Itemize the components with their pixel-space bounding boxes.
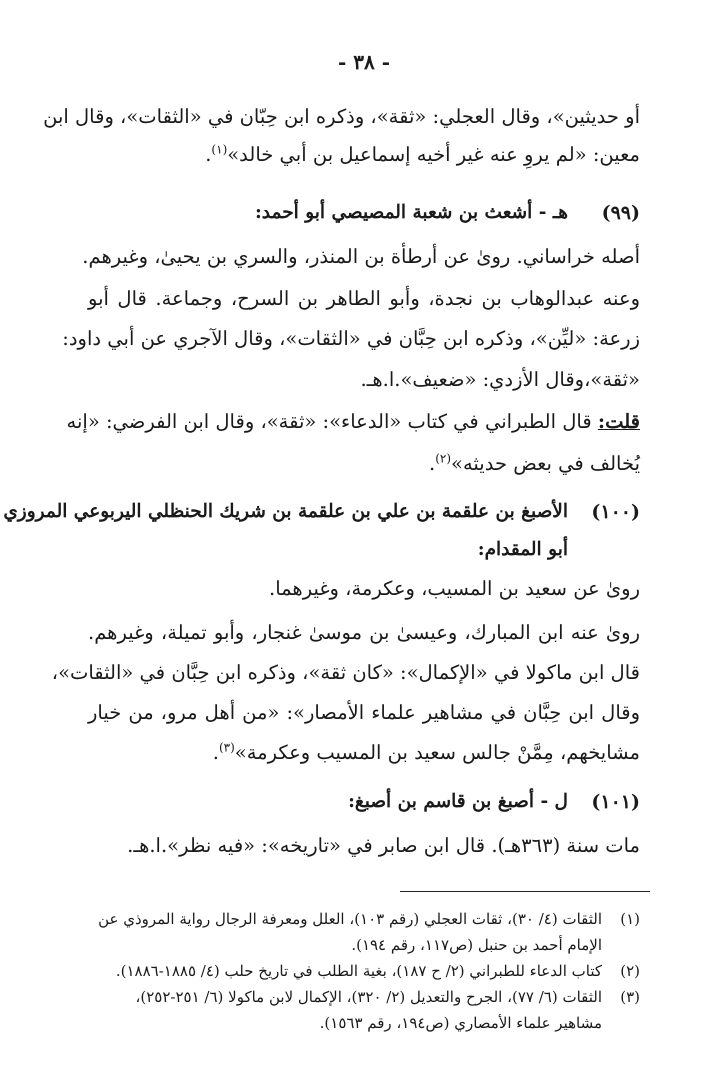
body-line: وعنه عبدالوهاب بن نجدة، وأبو الطاهر بن السرح، وجماعة. قال أبو [88,287,640,310]
body-line: وقال ابن حِبَّان في مشاهير علماء الأمصار»: «من أهل مرو، من خيار [88,701,640,724]
body-line: «ثقة»،وقال الأزدي: «ضعيف».ا.هـ. [360,368,640,391]
body-line: روىٰ عن سعيد بن المسيب، وعكرمة، وغيرهما. [269,577,640,600]
body-line [66,405,640,439]
footnote-3-cont: مشاهير علماء الأمصاري (ص١٩٤، رقم ١٥٦٣). [319,1014,602,1032]
footnote-ref[interactable]: (٢) [435,451,452,466]
body-line: معين: «لم يروِ عنه غير أخيه إسماعيل بن أبي خالد»$^{(١)}$. [205,142,640,166]
entry-number: (١٠١) [591,791,640,813]
body-line: أو حديثين»، وقال العجلي: «ثقة»، وذكره ابن حِبّان في «الثقات»، وقال ابن [43,105,640,128]
entry-heading [3,495,640,529]
entry-heading [80,785,640,819]
qult-label: قلت: [597,410,640,433]
qult-text: قال الطبراني في كتاب «الدعاء»: «ثقة»، وقال ابن الفرضي: «إنه [66,410,598,433]
footnote-ref[interactable]: (١) [211,142,228,157]
body-line: يُخالف في بعض حديثه»$^{(٢)}$. [429,451,640,475]
entry-title: ل - أصبغ بن قاسم بن أصبغ: [348,791,568,812]
entry-title: الأصبغ بن علقمة بن علي بن علقمة بن شريك الحنظلي اليربوعي المروزي [3,501,568,522]
entry-title-cont: أبو المقدام: [477,539,568,560]
entry-number: (٩٩) [601,202,640,224]
footnote-3 [88,984,640,1010]
footnote-number: (١) [620,910,640,928]
body-line-text: معين: «لم يروِ عنه غير أخيه إسماعيل بن أبي خالد» [227,143,640,166]
footnote-divider [400,891,650,892]
body-line: قال ابن ماكولا في «الإكمال»: «كان ثقة»، وذكره ابن حِبَّان في «الثقات»، [51,661,640,684]
body-line-text: مشايخهم، مِمَّنْ جالس سعيد بن المسيب وعكرمة» [234,741,640,764]
body-line: أصله خراساني. روىٰ عن أرطأة بن المنذر، والسري بن يحيىٰ، وغيرهم. [82,245,640,268]
footnote-number: (٢) [620,962,640,980]
entry-number: (١٠٠) [591,501,640,523]
body-line: مشايخهم، مِمَّنْ جالس سعيد بن المسيب وعكرمة»$^{(٣)}$. [212,740,640,764]
footnote-1 [88,906,640,932]
body-line: روىٰ عنه ابن المبارك، وعيسىٰ بن موسىٰ غنجار، وأبو تميلة، وغيرهم. [88,621,640,644]
body-line: مات سنة (٣٦٣هـ). قال ابن صابر في «تاريخه»: «فيه نظر».ا.هـ. [127,834,640,857]
footnote-ref[interactable]: (٣) [218,740,235,755]
body-line: زرعة: «ليِّن»، وذكره ابن حِبَّان في «الثقات»، وقال الآجري عن أبي داود: [62,327,640,350]
footnote-text: الثقات (٦/ ٧٧)، الجرح والتعديل (٢/ ٣٢٠)، الإكمال لابن ماكولا (٦/ ٢٥١-٢٥٢)، [135,988,602,1006]
footnote-text: كتاب الدعاء للطبراني (٢/ ح ١٨٧)، بغية الطلب في تاريخ حلب (٤/ ١٨٨٥-١٨٨٦). [115,962,602,980]
footnote-1-cont: الإمام أحمد بن حنبل (ص١١٧، رقم ١٩٤). [351,936,602,954]
entry-title: هـ - أشعث بن شعبة المصيصي أبو أحمد: [254,202,568,223]
entry-heading [80,196,640,230]
page-number: - ٣٨ - [337,50,390,74]
footnote-2 [88,958,640,984]
body-line-text: يُخالف في بعض حديثه» [451,452,640,475]
footnote-number: (٣) [620,988,640,1006]
entry-heading-cont [80,533,640,567]
footnote-text: الثقات (٤/ ٣٠)، ثقات العجلي (رقم ١٠٣)، العلل ومعرفة الرجال رواية المروذي عن [98,910,602,928]
